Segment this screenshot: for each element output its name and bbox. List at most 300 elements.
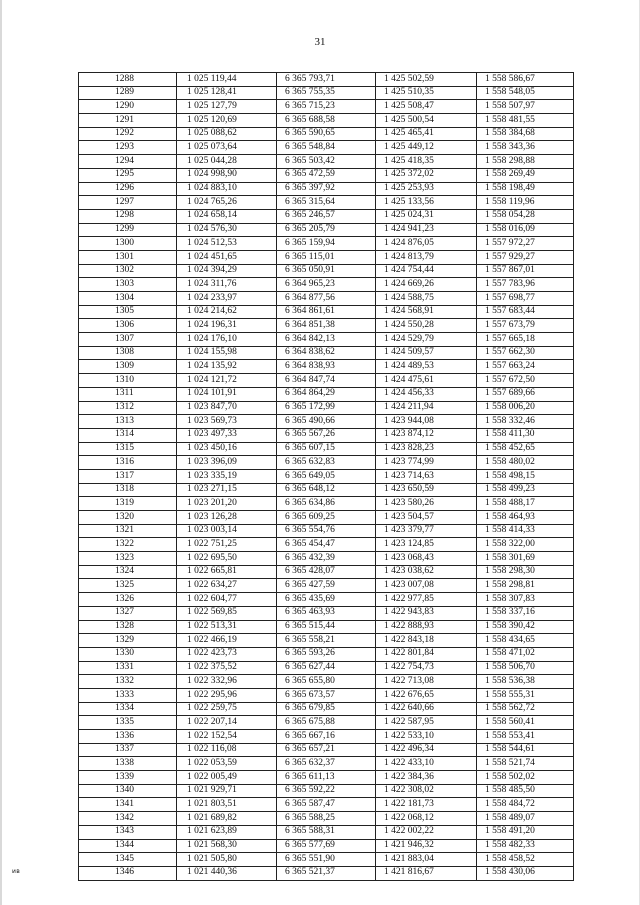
table-row	[79, 497, 574, 511]
x2-coordinate-cell: 1 424 568,91	[376, 305, 477, 319]
table-row	[79, 812, 574, 826]
x2-coordinate-cell: 1 422 640,66	[376, 702, 477, 716]
table-row	[79, 442, 574, 456]
x1-coordinate-cell: 1 025 073,64	[177, 141, 277, 155]
table-row	[79, 428, 574, 442]
y2-coordinate-cell: 1 558 506,70	[477, 661, 574, 675]
y2-coordinate-cell: 1 558 458,52	[477, 853, 574, 867]
y2-coordinate-cell: 1 557 972,27	[477, 237, 574, 251]
table-row	[79, 456, 574, 470]
point-number-cell: 1301	[79, 250, 177, 264]
x2-coordinate-cell: 1 421 946,32	[376, 839, 477, 853]
table-row	[79, 182, 574, 196]
y1-coordinate-cell: 6 365 172,99	[277, 401, 376, 415]
y2-coordinate-cell: 1 557 867,01	[477, 264, 574, 278]
point-number-cell: 1335	[79, 716, 177, 730]
point-number-cell: 1314	[79, 428, 177, 442]
x1-coordinate-cell: 1 021 689,82	[177, 812, 277, 826]
y1-coordinate-cell: 6 365 627,44	[277, 661, 376, 675]
table-row	[79, 237, 574, 251]
table-row	[79, 264, 574, 278]
table-row	[79, 565, 574, 579]
y2-coordinate-cell: 1 557 665,18	[477, 333, 574, 347]
x1-coordinate-cell: 1 022 116,08	[177, 743, 277, 757]
x1-coordinate-cell: 1 024 765,26	[177, 196, 277, 210]
point-number-cell: 1340	[79, 784, 177, 798]
footer-mark: ив	[12, 868, 21, 875]
table-row	[79, 757, 574, 771]
point-number-cell: 1294	[79, 155, 177, 169]
point-number-cell: 1302	[79, 264, 177, 278]
table-row	[79, 305, 574, 319]
y2-coordinate-cell: 1 558 484,72	[477, 798, 574, 812]
y1-coordinate-cell: 6 365 551,90	[277, 853, 376, 867]
y1-coordinate-cell: 6 365 558,21	[277, 634, 376, 648]
y1-coordinate-cell: 6 364 838,62	[277, 346, 376, 360]
x2-coordinate-cell: 1 422 384,36	[376, 771, 477, 785]
y1-coordinate-cell: 6 365 675,88	[277, 716, 376, 730]
x1-coordinate-cell: 1 023 569,73	[177, 415, 277, 429]
y2-coordinate-cell: 1 558 464,93	[477, 511, 574, 525]
y1-coordinate-cell: 6 365 634,86	[277, 497, 376, 511]
y1-coordinate-cell: 6 364 864,29	[277, 387, 376, 401]
x1-coordinate-cell: 1 022 695,50	[177, 552, 277, 566]
x2-coordinate-cell: 1 424 475,61	[376, 374, 477, 388]
point-number-cell: 1342	[79, 812, 177, 826]
coordinates-table-body	[79, 73, 574, 881]
y1-coordinate-cell: 6 364 877,56	[277, 292, 376, 306]
table-row	[79, 675, 574, 689]
y1-coordinate-cell: 6 365 050,91	[277, 264, 376, 278]
point-number-cell: 1308	[79, 346, 177, 360]
y1-coordinate-cell: 6 365 548,84	[277, 141, 376, 155]
y1-coordinate-cell: 6 364 838,93	[277, 360, 376, 374]
x1-coordinate-cell: 1 024 176,10	[177, 333, 277, 347]
point-number-cell: 1338	[79, 757, 177, 771]
x2-coordinate-cell: 1 424 813,79	[376, 250, 477, 264]
y2-coordinate-cell: 1 558 491,20	[477, 825, 574, 839]
y1-coordinate-cell: 6 364 861,61	[277, 305, 376, 319]
y2-coordinate-cell: 1 558 498,15	[477, 469, 574, 483]
x2-coordinate-cell: 1 423 874,12	[376, 428, 477, 442]
point-number-cell: 1332	[79, 675, 177, 689]
point-number-cell: 1317	[79, 469, 177, 483]
y1-coordinate-cell: 6 364 851,38	[277, 319, 376, 333]
y2-coordinate-cell: 1 557 662,30	[477, 346, 574, 360]
table-row	[79, 360, 574, 374]
point-number-cell: 1329	[79, 634, 177, 648]
x1-coordinate-cell: 1 022 423,73	[177, 647, 277, 661]
x1-coordinate-cell: 1 025 044,28	[177, 155, 277, 169]
x2-coordinate-cell: 1 424 754,44	[376, 264, 477, 278]
point-number-cell: 1319	[79, 497, 177, 511]
y2-coordinate-cell: 1 558 562,72	[477, 702, 574, 716]
y2-coordinate-cell: 1 558 307,83	[477, 593, 574, 607]
table-row	[79, 168, 574, 182]
table-row	[79, 538, 574, 552]
table-row	[79, 798, 574, 812]
x1-coordinate-cell: 1 024 135,92	[177, 360, 277, 374]
point-number-cell: 1315	[79, 442, 177, 456]
table-row	[79, 415, 574, 429]
y2-coordinate-cell: 1 558 502,02	[477, 771, 574, 785]
x1-coordinate-cell: 1 022 375,52	[177, 661, 277, 675]
x2-coordinate-cell: 1 422 888,93	[376, 620, 477, 634]
y2-coordinate-cell: 1 558 480,02	[477, 456, 574, 470]
x2-coordinate-cell: 1 422 181,73	[376, 798, 477, 812]
point-number-cell: 1322	[79, 538, 177, 552]
y2-coordinate-cell: 1 558 301,69	[477, 552, 574, 566]
table-row	[79, 387, 574, 401]
y2-coordinate-cell: 1 558 119,96	[477, 196, 574, 210]
y2-coordinate-cell: 1 558 544,61	[477, 743, 574, 757]
x2-coordinate-cell: 1 424 941,23	[376, 223, 477, 237]
point-number-cell: 1292	[79, 127, 177, 141]
table-row	[79, 620, 574, 634]
point-number-cell: 1304	[79, 292, 177, 306]
point-number-cell: 1300	[79, 237, 177, 251]
x1-coordinate-cell: 1 024 196,31	[177, 319, 277, 333]
y2-coordinate-cell: 1 558 390,42	[477, 620, 574, 634]
x2-coordinate-cell: 1 425 502,59	[376, 73, 477, 87]
y2-coordinate-cell: 1 558 489,07	[477, 812, 574, 826]
x1-coordinate-cell: 1 021 440,36	[177, 866, 277, 880]
x2-coordinate-cell: 1 423 714,63	[376, 469, 477, 483]
table-row	[79, 702, 574, 716]
point-number-cell: 1346	[79, 866, 177, 880]
x2-coordinate-cell: 1 425 133,56	[376, 196, 477, 210]
y2-coordinate-cell: 1 557 689,66	[477, 387, 574, 401]
y1-coordinate-cell: 6 365 567,26	[277, 428, 376, 442]
x1-coordinate-cell: 1 022 513,31	[177, 620, 277, 634]
table-row	[79, 483, 574, 497]
table-row	[79, 209, 574, 223]
y1-coordinate-cell: 6 365 427,59	[277, 579, 376, 593]
y2-coordinate-cell: 1 558 054,28	[477, 209, 574, 223]
y2-coordinate-cell: 1 558 482,33	[477, 839, 574, 853]
x2-coordinate-cell: 1 423 944,08	[376, 415, 477, 429]
x1-coordinate-cell: 1 025 128,41	[177, 86, 277, 100]
point-number-cell: 1336	[79, 730, 177, 744]
y2-coordinate-cell: 1 558 430,06	[477, 866, 574, 880]
x1-coordinate-cell: 1 022 207,14	[177, 716, 277, 730]
y2-coordinate-cell: 1 558 298,30	[477, 565, 574, 579]
x1-coordinate-cell: 1 024 233,97	[177, 292, 277, 306]
x2-coordinate-cell: 1 425 024,31	[376, 209, 477, 223]
table-row	[79, 100, 574, 114]
y1-coordinate-cell: 6 365 503,42	[277, 155, 376, 169]
y2-coordinate-cell: 1 558 332,46	[477, 415, 574, 429]
y1-coordinate-cell: 6 365 554,76	[277, 524, 376, 538]
x2-coordinate-cell: 1 422 843,18	[376, 634, 477, 648]
y1-coordinate-cell: 6 365 632,83	[277, 456, 376, 470]
y1-coordinate-cell: 6 365 588,31	[277, 825, 376, 839]
y2-coordinate-cell: 1 558 322,00	[477, 538, 574, 552]
x2-coordinate-cell: 1 424 588,75	[376, 292, 477, 306]
x2-coordinate-cell: 1 423 007,08	[376, 579, 477, 593]
y1-coordinate-cell: 6 365 648,12	[277, 483, 376, 497]
table-row	[79, 278, 574, 292]
y2-coordinate-cell: 1 557 783,96	[477, 278, 574, 292]
y2-coordinate-cell: 1 558 198,49	[477, 182, 574, 196]
y1-coordinate-cell: 6 365 159,94	[277, 237, 376, 251]
point-number-cell: 1297	[79, 196, 177, 210]
point-number-cell: 1339	[79, 771, 177, 785]
table-row	[79, 469, 574, 483]
table-row	[79, 593, 574, 607]
x2-coordinate-cell: 1 423 650,59	[376, 483, 477, 497]
x2-coordinate-cell: 1 425 510,35	[376, 86, 477, 100]
x2-coordinate-cell: 1 424 211,94	[376, 401, 477, 415]
x1-coordinate-cell: 1 021 623,89	[177, 825, 277, 839]
x2-coordinate-cell: 1 421 816,67	[376, 866, 477, 880]
table-row	[79, 771, 574, 785]
table-row	[79, 292, 574, 306]
scan-edge-left	[0, 0, 2, 905]
x2-coordinate-cell: 1 424 529,79	[376, 333, 477, 347]
x2-coordinate-cell: 1 425 449,12	[376, 141, 477, 155]
y2-coordinate-cell: 1 558 269,49	[477, 168, 574, 182]
y2-coordinate-cell: 1 558 521,74	[477, 757, 574, 771]
point-number-cell: 1325	[79, 579, 177, 593]
table-row	[79, 401, 574, 415]
x1-coordinate-cell: 1 023 201,20	[177, 497, 277, 511]
y2-coordinate-cell: 1 558 414,33	[477, 524, 574, 538]
x1-coordinate-cell: 1 025 127,79	[177, 100, 277, 114]
table-row	[79, 839, 574, 853]
table-row	[79, 688, 574, 702]
y1-coordinate-cell: 6 365 454,47	[277, 538, 376, 552]
x1-coordinate-cell: 1 022 634,27	[177, 579, 277, 593]
y2-coordinate-cell: 1 558 481,55	[477, 114, 574, 128]
y1-coordinate-cell: 6 365 649,05	[277, 469, 376, 483]
y2-coordinate-cell: 1 558 586,67	[477, 73, 574, 87]
x2-coordinate-cell: 1 422 308,02	[376, 784, 477, 798]
table-row	[79, 86, 574, 100]
x1-coordinate-cell: 1 023 497,33	[177, 428, 277, 442]
point-number-cell: 1288	[79, 73, 177, 87]
y1-coordinate-cell: 6 365 435,69	[277, 593, 376, 607]
point-number-cell: 1344	[79, 839, 177, 853]
x1-coordinate-cell: 1 024 512,53	[177, 237, 277, 251]
x2-coordinate-cell: 1 422 801,84	[376, 647, 477, 661]
point-number-cell: 1298	[79, 209, 177, 223]
x1-coordinate-cell: 1 024 311,76	[177, 278, 277, 292]
coordinates-table	[78, 72, 574, 881]
y1-coordinate-cell: 6 365 577,69	[277, 839, 376, 853]
table-row	[79, 346, 574, 360]
x2-coordinate-cell: 1 423 379,77	[376, 524, 477, 538]
y1-coordinate-cell: 6 365 657,21	[277, 743, 376, 757]
x2-coordinate-cell: 1 425 508,47	[376, 100, 477, 114]
y2-coordinate-cell: 1 558 555,31	[477, 688, 574, 702]
y2-coordinate-cell: 1 558 337,16	[477, 606, 574, 620]
y1-coordinate-cell: 6 365 246,57	[277, 209, 376, 223]
y1-coordinate-cell: 6 365 593,26	[277, 647, 376, 661]
y2-coordinate-cell: 1 558 488,17	[477, 497, 574, 511]
y1-coordinate-cell: 6 365 515,44	[277, 620, 376, 634]
y1-coordinate-cell: 6 365 205,79	[277, 223, 376, 237]
table-row	[79, 743, 574, 757]
y1-coordinate-cell: 6 364 965,23	[277, 278, 376, 292]
point-number-cell: 1320	[79, 511, 177, 525]
table-row	[79, 524, 574, 538]
y2-coordinate-cell: 1 558 298,81	[477, 579, 574, 593]
y2-coordinate-cell: 1 558 298,88	[477, 155, 574, 169]
point-number-cell: 1312	[79, 401, 177, 415]
x1-coordinate-cell: 1 022 152,54	[177, 730, 277, 744]
x1-coordinate-cell: 1 024 394,29	[177, 264, 277, 278]
table-row	[79, 784, 574, 798]
point-number-cell: 1299	[79, 223, 177, 237]
point-number-cell: 1333	[79, 688, 177, 702]
y1-coordinate-cell: 6 365 688,58	[277, 114, 376, 128]
point-number-cell: 1330	[79, 647, 177, 661]
y1-coordinate-cell: 6 365 673,57	[277, 688, 376, 702]
y2-coordinate-cell: 1 557 663,24	[477, 360, 574, 374]
x2-coordinate-cell: 1 425 465,41	[376, 127, 477, 141]
y1-coordinate-cell: 6 365 521,37	[277, 866, 376, 880]
y1-coordinate-cell: 6 365 587,47	[277, 798, 376, 812]
x2-coordinate-cell: 1 422 002,22	[376, 825, 477, 839]
y1-coordinate-cell: 6 365 472,59	[277, 168, 376, 182]
x2-coordinate-cell: 1 422 533,10	[376, 730, 477, 744]
table-row	[79, 730, 574, 744]
x1-coordinate-cell: 1 024 121,72	[177, 374, 277, 388]
x1-coordinate-cell: 1 022 604,77	[177, 593, 277, 607]
y2-coordinate-cell: 1 558 006,20	[477, 401, 574, 415]
x1-coordinate-cell: 1 022 259,75	[177, 702, 277, 716]
x1-coordinate-cell: 1 022 466,19	[177, 634, 277, 648]
x1-coordinate-cell: 1 024 576,30	[177, 223, 277, 237]
y1-coordinate-cell: 6 365 590,65	[277, 127, 376, 141]
y2-coordinate-cell: 1 558 536,38	[477, 675, 574, 689]
x2-coordinate-cell: 1 423 828,23	[376, 442, 477, 456]
y1-coordinate-cell: 6 365 609,25	[277, 511, 376, 525]
point-number-cell: 1290	[79, 100, 177, 114]
point-number-cell: 1328	[79, 620, 177, 634]
x1-coordinate-cell: 1 022 332,96	[177, 675, 277, 689]
y1-coordinate-cell: 6 365 632,37	[277, 757, 376, 771]
table-row	[79, 825, 574, 839]
point-number-cell: 1296	[79, 182, 177, 196]
point-number-cell: 1321	[79, 524, 177, 538]
x2-coordinate-cell: 1 424 669,26	[376, 278, 477, 292]
point-number-cell: 1310	[79, 374, 177, 388]
y2-coordinate-cell: 1 558 434,65	[477, 634, 574, 648]
x1-coordinate-cell: 1 025 119,44	[177, 73, 277, 87]
table-row	[79, 579, 574, 593]
y2-coordinate-cell: 1 558 553,41	[477, 730, 574, 744]
x2-coordinate-cell: 1 424 876,05	[376, 237, 477, 251]
y1-coordinate-cell: 6 365 115,01	[277, 250, 376, 264]
point-number-cell: 1313	[79, 415, 177, 429]
table-row	[79, 647, 574, 661]
x2-coordinate-cell: 1 422 433,10	[376, 757, 477, 771]
y1-coordinate-cell: 6 365 667,16	[277, 730, 376, 744]
y1-coordinate-cell: 6 365 397,92	[277, 182, 376, 196]
y2-coordinate-cell: 1 558 016,09	[477, 223, 574, 237]
table-row	[79, 196, 574, 210]
x2-coordinate-cell: 1 424 509,57	[376, 346, 477, 360]
x1-coordinate-cell: 1 023 335,19	[177, 469, 277, 483]
point-number-cell: 1307	[79, 333, 177, 347]
x1-coordinate-cell: 1 022 295,96	[177, 688, 277, 702]
x2-coordinate-cell: 1 424 550,28	[376, 319, 477, 333]
x1-coordinate-cell: 1 024 883,10	[177, 182, 277, 196]
x1-coordinate-cell: 1 022 751,25	[177, 538, 277, 552]
table-row	[79, 250, 574, 264]
y1-coordinate-cell: 6 365 611,13	[277, 771, 376, 785]
x1-coordinate-cell: 1 023 396,09	[177, 456, 277, 470]
table-row	[79, 374, 574, 388]
point-number-cell: 1343	[79, 825, 177, 839]
x1-coordinate-cell: 1 023 003,14	[177, 524, 277, 538]
point-number-cell: 1289	[79, 86, 177, 100]
point-number-cell: 1293	[79, 141, 177, 155]
x2-coordinate-cell: 1 422 713,08	[376, 675, 477, 689]
point-number-cell: 1318	[79, 483, 177, 497]
table-row	[79, 223, 574, 237]
y2-coordinate-cell: 1 557 683,44	[477, 305, 574, 319]
point-number-cell: 1337	[79, 743, 177, 757]
y1-coordinate-cell: 6 365 588,25	[277, 812, 376, 826]
y2-coordinate-cell: 1 558 343,36	[477, 141, 574, 155]
point-number-cell: 1326	[79, 593, 177, 607]
table-row	[79, 141, 574, 155]
x1-coordinate-cell: 1 023 450,16	[177, 442, 277, 456]
y1-coordinate-cell: 6 364 847,74	[277, 374, 376, 388]
table-row	[79, 634, 574, 648]
x1-coordinate-cell: 1 025 120,69	[177, 114, 277, 128]
table-row	[79, 866, 574, 880]
y2-coordinate-cell: 1 558 507,97	[477, 100, 574, 114]
point-number-cell: 1295	[79, 168, 177, 182]
table-row	[79, 853, 574, 867]
y1-coordinate-cell: 6 365 428,07	[277, 565, 376, 579]
y1-coordinate-cell: 6 365 655,80	[277, 675, 376, 689]
point-number-cell: 1309	[79, 360, 177, 374]
table-row	[79, 552, 574, 566]
x1-coordinate-cell: 1 025 088,62	[177, 127, 277, 141]
x2-coordinate-cell: 1 423 504,57	[376, 511, 477, 525]
point-number-cell: 1305	[79, 305, 177, 319]
y1-coordinate-cell: 6 364 842,13	[277, 333, 376, 347]
x2-coordinate-cell: 1 422 068,12	[376, 812, 477, 826]
table-row	[79, 606, 574, 620]
x1-coordinate-cell: 1 023 126,28	[177, 511, 277, 525]
x2-coordinate-cell: 1 423 580,26	[376, 497, 477, 511]
table-row	[79, 114, 574, 128]
table-row	[79, 155, 574, 169]
x2-coordinate-cell: 1 424 489,53	[376, 360, 477, 374]
x2-coordinate-cell: 1 423 038,62	[376, 565, 477, 579]
x1-coordinate-cell: 1 022 005,49	[177, 771, 277, 785]
y2-coordinate-cell: 1 558 471,02	[477, 647, 574, 661]
y2-coordinate-cell: 1 557 673,79	[477, 319, 574, 333]
y1-coordinate-cell: 6 365 490,66	[277, 415, 376, 429]
point-number-cell: 1316	[79, 456, 177, 470]
y1-coordinate-cell: 6 365 432,39	[277, 552, 376, 566]
point-number-cell: 1324	[79, 565, 177, 579]
x1-coordinate-cell: 1 024 101,91	[177, 387, 277, 401]
point-number-cell: 1311	[79, 387, 177, 401]
y2-coordinate-cell: 1 557 929,27	[477, 250, 574, 264]
x2-coordinate-cell: 1 423 068,43	[376, 552, 477, 566]
y2-coordinate-cell: 1 557 698,77	[477, 292, 574, 306]
y1-coordinate-cell: 6 365 755,35	[277, 86, 376, 100]
y1-coordinate-cell: 6 365 463,93	[277, 606, 376, 620]
